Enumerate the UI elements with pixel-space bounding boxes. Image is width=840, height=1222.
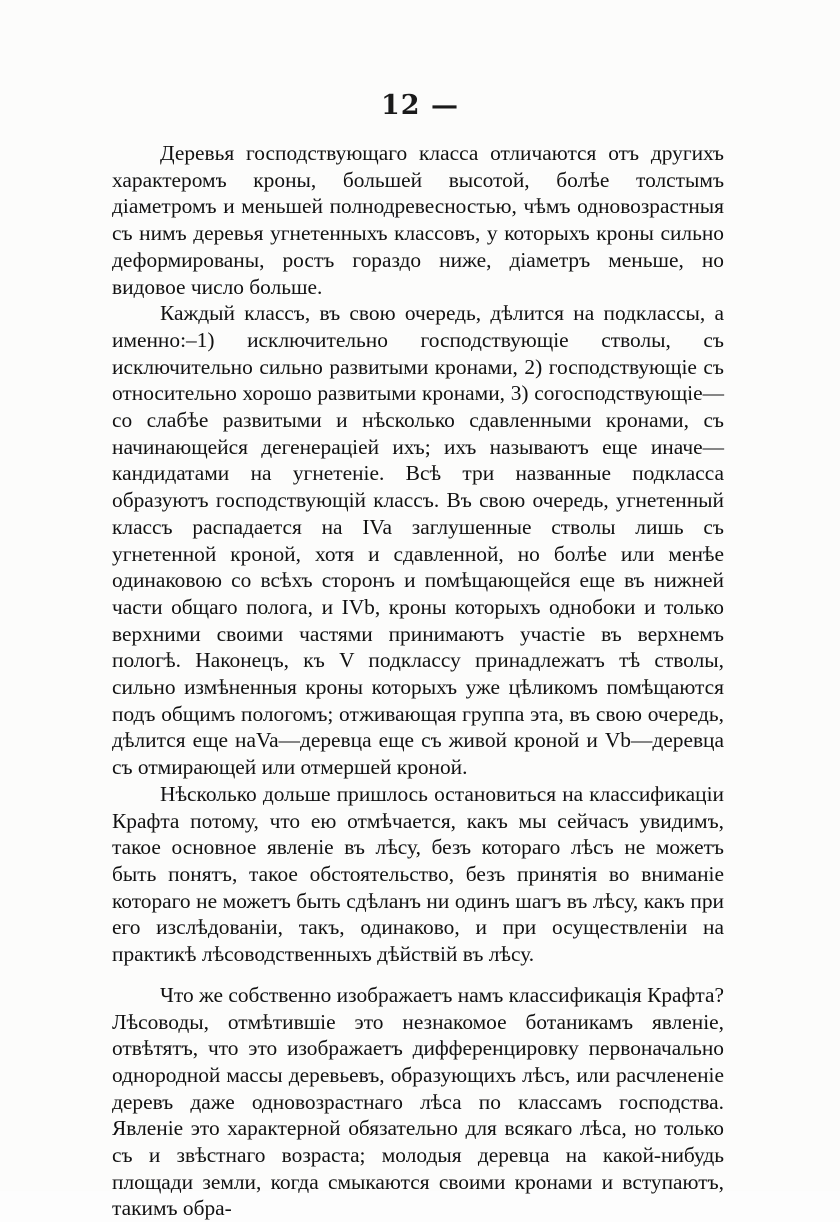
page-number: 12 — — [381, 90, 459, 121]
paragraph-3: Нѣсколько дольше пришлось остановиться на классификаціи Крафта потому, что ею отмѣчается, какъ мы сейчасъ увидимъ, такое основное явленіе въ лѣсу, безъ котораго лѣсъ не можетъ быть понятъ, такое обстоятельство, безъ принятія во вниманіе котораго не можетъ быть сдѣланъ ни одинъ шагъ въ лѣсу, какъ при его изслѣдованіи, такъ, одинаково, и при осуществленіи на практикѣ лѣсоводственныхъ дѣйствій въ лѣсу. — [112, 781, 724, 967]
paragraph-4: Что же собственно изображаетъ намъ классификація Крафта? Лѣсоводы, отмѣтившіе это незнакомое ботаникамъ явленіе, отвѣтятъ, что это изображаетъ дифференцировку первоначально однородной массы деревьевъ, образующихъ лѣсъ, или расчлененіе деревъ даже одновозрастнаго лѣса по классамъ господства. Явленіе это характерной обязательно для всякаго лѣса, но только съ и звѣстнаго возраста; молодыя деревца на какой-нибудь площади земли, когда смыкаются своими кронами и вступаютъ, такимъ обра- — [112, 982, 724, 1221]
body-text — [112, 140, 724, 1222]
paragraph-1: Деревья господствующаго класса отличаются отъ другихъ характеромъ кроны, большей высотой, болѣе толстымъ діаметромъ и меньшей полнодревесностью, чѣмъ одновозрастныя съ нимъ деревья угнетенныхъ классовъ, у которыхъ кроны сильно деформированы, ростъ гораздо ниже, діаметръ меньше, но видовое число больше. — [112, 141, 724, 299]
paragraph-2: Каждый классъ, въ свою очередь, дѣлится на подклассы, а именно:–1) исключительно господствующіе стволы, съ исключительно сильно развитыми кронами, 2) господствующіе съ относительно хорошо развитыми кронами, 3) согосподствующіе—со слабѣе развитыми и нѣсколько сдавленными кронами, съ начинающейся дегенераціей ихъ; ихъ называютъ еще иначе—кандидатами на угнетеніе. Всѣ три названные подкласса образуютъ господствующій классъ. Въ свою очередь, угнетенный классъ распадается на IVa заглушенные стволы лишь съ угнетенной кроной, хотя и сдавленной, но болѣе или менѣе одинаковою со всѣхъ сторонъ и помѣщающейся еще въ нижней части общаго полога, и IVb, кроны которыхъ однобоки и только верхними своими частями принимаютъ участіе въ верхнемъ пологѣ. Наконецъ, къ V подклассу принадлежатъ тѣ стволы, сильно измѣненныя кроны которыхъ уже цѣликомъ помѣщаются подъ общимъ пологомъ; отживающая группа эта, въ свою очередь, дѣлится еще наVa—деревца еще съ живой кроной и Vb—деревца съ отмирающей или отмершей кроной. — [112, 301, 724, 780]
